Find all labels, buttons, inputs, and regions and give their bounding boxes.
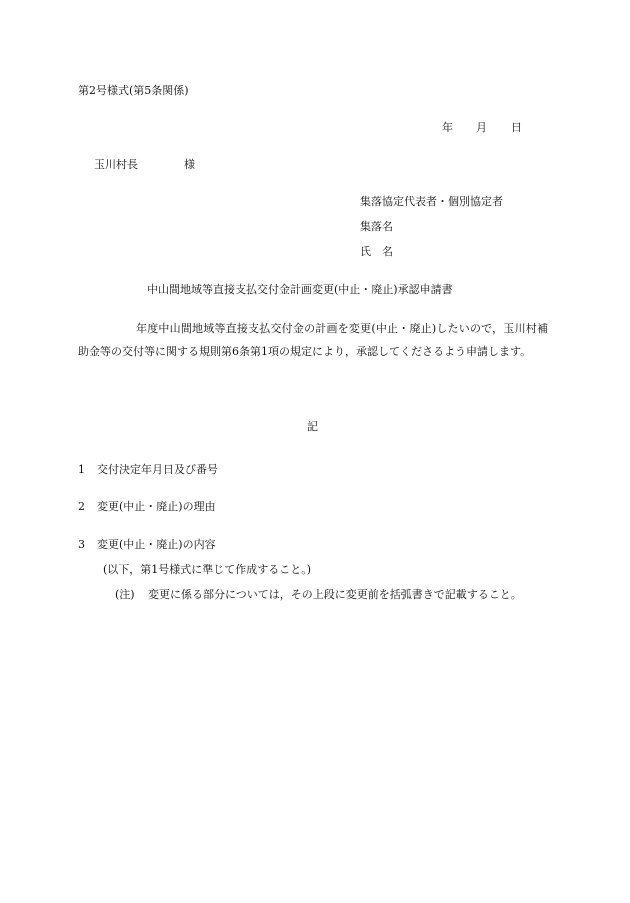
date-day: 日 — [511, 121, 522, 134]
item-number: 2 — [78, 500, 85, 513]
note-label: (注) — [115, 588, 135, 601]
item-number: 3 — [78, 538, 85, 551]
form-number: 第2号様式(第5条関係) — [78, 84, 189, 97]
item-number: 1 — [78, 463, 85, 476]
applicant-name-label: 氏 名 — [360, 245, 393, 258]
date-year: 年 — [442, 121, 453, 134]
note-instruction: (以下，第1号様式に準じて作成すること。) — [103, 563, 312, 576]
body-paragraph: 年度中山間地域等直接支払交付金の計画を変更(中止・廃止)したいので，玉川村補助金等の交付等に関する規則第6条第1項の規定により，承認してくださるよう申請します。 — [78, 322, 548, 358]
item-text: 交付決定年月日及び番号 — [97, 463, 218, 476]
recipient-name: 玉川村長 — [94, 158, 138, 171]
applicant-village-label: 集落名 — [360, 220, 393, 233]
item-text: 変更(中止・廃止)の内容 — [97, 538, 216, 551]
document-title: 中山間地域等直接支払交付金計画変更(中止・廃止)承認申請書 — [147, 283, 453, 296]
recipient-honorific: 様 — [184, 158, 195, 171]
applicant-representative-label: 集落協定代表者・個別協定者 — [360, 195, 503, 208]
item-text: 変更(中止・廃止)の理由 — [97, 500, 216, 513]
ki-heading: 記 — [307, 420, 318, 433]
date-month: 月 — [476, 121, 487, 134]
note-text: 変更に係る部分については，その上段に変更前を括弧書きで記載すること。 — [148, 588, 522, 601]
